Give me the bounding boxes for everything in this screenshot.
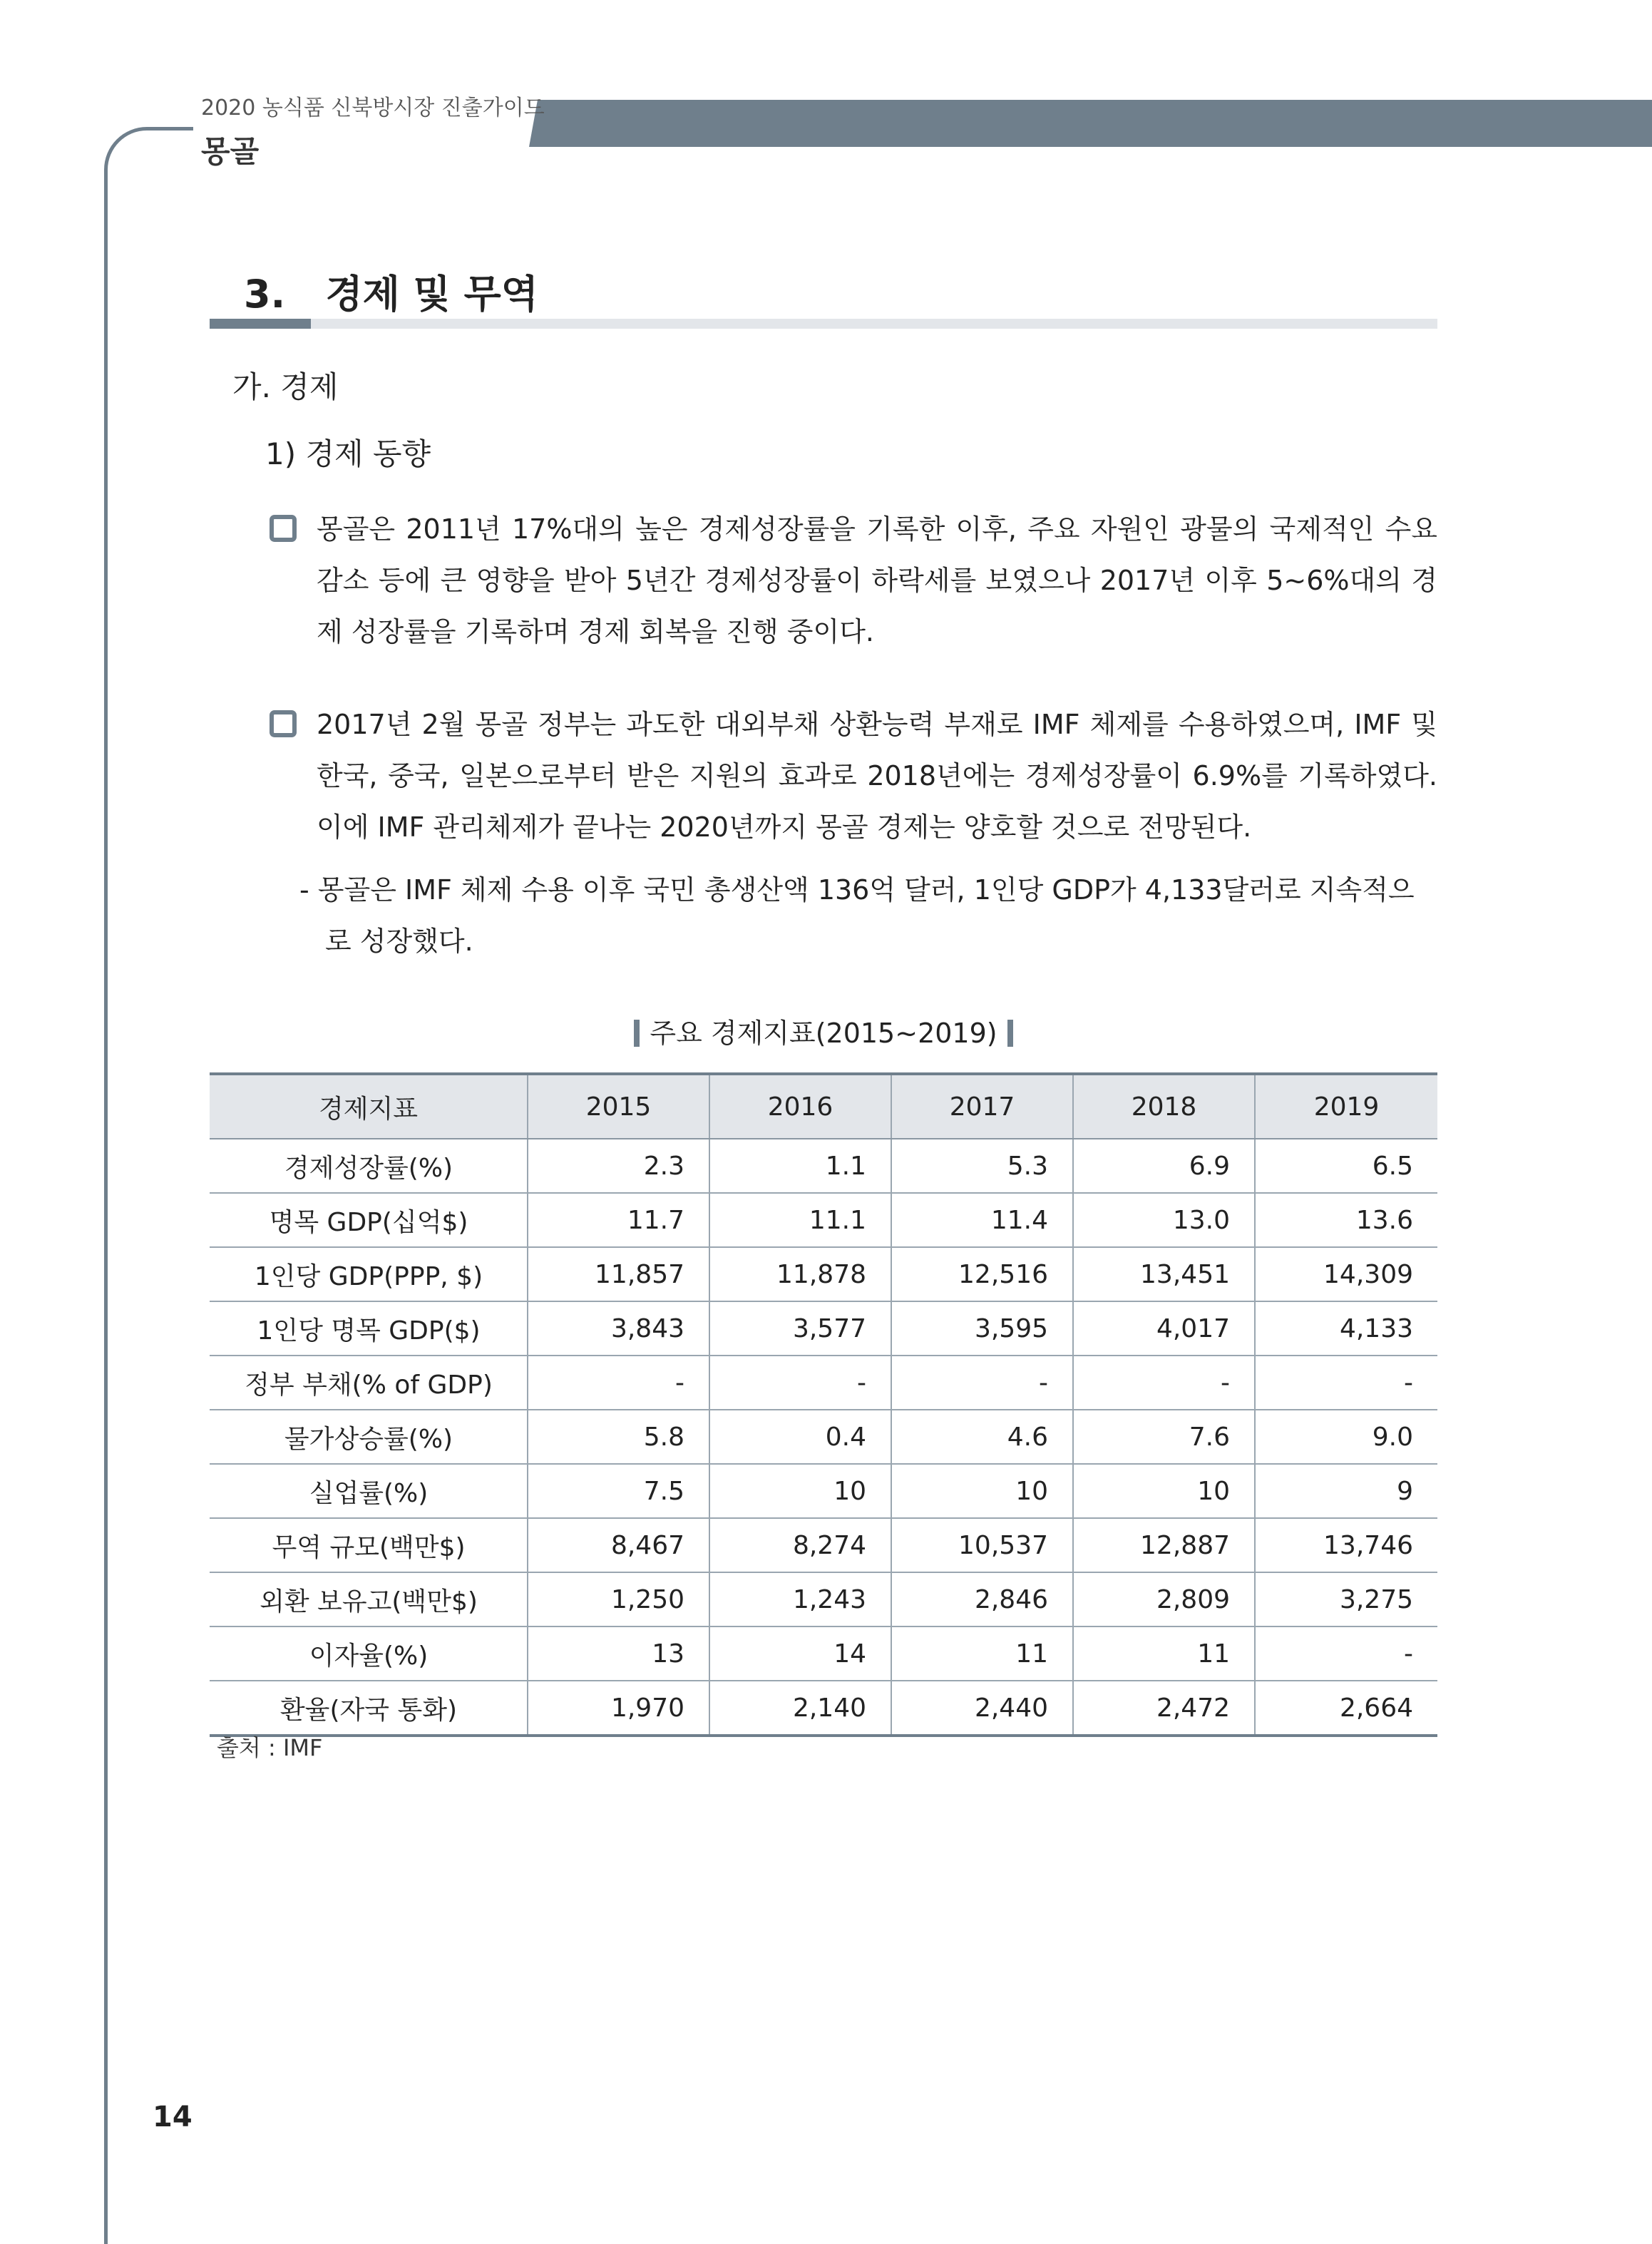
table-cell: 9.0 bbox=[1255, 1410, 1437, 1464]
table-cell: 3,577 bbox=[709, 1301, 891, 1356]
table-source: 출처 : IMF bbox=[217, 1734, 323, 1761]
row-label: 1인당 GDP(PPP, $) bbox=[210, 1247, 528, 1301]
table-cell: 12,516 bbox=[891, 1247, 1073, 1301]
table-header-row bbox=[210, 1074, 1437, 1139]
table-cell: 14,309 bbox=[1255, 1247, 1437, 1301]
page-frame-line bbox=[104, 127, 193, 2244]
section-title: 3. 경제 및 무역 bbox=[244, 272, 538, 317]
guide-title: 2020 농식품 신북방시장 진출가이드 bbox=[201, 96, 545, 121]
table-cell: 6.5 bbox=[1255, 1139, 1437, 1193]
table-cell: 2,846 bbox=[891, 1572, 1073, 1626]
table-cell: 13 bbox=[528, 1626, 709, 1681]
subsection-title: 가. 경제 bbox=[232, 369, 339, 404]
table-cell: 4,133 bbox=[1255, 1301, 1437, 1356]
page-number: 14 bbox=[153, 2101, 193, 2133]
table-cell: - bbox=[528, 1356, 709, 1410]
table-caption-text: 주요 경제지표(2015~2019) bbox=[650, 1018, 997, 1049]
header-cell: 2019 bbox=[1255, 1074, 1437, 1139]
table-cell: 6.9 bbox=[1073, 1139, 1255, 1193]
table-cell: 10 bbox=[709, 1464, 891, 1518]
table-cell: 13.6 bbox=[1255, 1193, 1437, 1247]
table-cell: 13,746 bbox=[1255, 1518, 1437, 1572]
table-row bbox=[210, 1681, 1437, 1736]
row-label: 외환 보유고(백만$) bbox=[210, 1572, 528, 1626]
table-cell: 7.6 bbox=[1073, 1410, 1255, 1464]
table-cell: 11.7 bbox=[528, 1193, 709, 1247]
table-cell: 1,970 bbox=[528, 1681, 709, 1736]
row-label: 경제성장률(%) bbox=[210, 1139, 528, 1193]
row-label: 무역 규모(백만$) bbox=[210, 1518, 528, 1572]
table-cell: 3,843 bbox=[528, 1301, 709, 1356]
table-cell: 13.0 bbox=[1073, 1193, 1255, 1247]
table-cell: 3,595 bbox=[891, 1301, 1073, 1356]
header-bar bbox=[529, 100, 1652, 147]
header-cell: 2017 bbox=[891, 1074, 1073, 1139]
table-cell: 8,274 bbox=[709, 1518, 891, 1572]
table-cell: 0.4 bbox=[709, 1410, 891, 1464]
table-row bbox=[210, 1139, 1437, 1193]
dash-item: - 몽골은 IMF 체제 수용 이후 국민 총생산액 136억 달러, 1인당 GDP가 4,133달러로 지속적으로 성장했다. bbox=[299, 874, 1415, 957]
row-label: 정부 부채(% of GDP) bbox=[210, 1356, 528, 1410]
square-bullet-icon bbox=[270, 710, 297, 737]
table-row bbox=[210, 1301, 1437, 1356]
table-cell: 1,243 bbox=[709, 1572, 891, 1626]
paragraph-1: 몽골은 2011년 17%대의 높은 경제성장률을 기록한 이후, 주요 자원인 광물의 국제적인 수요 감소 등에 큰 영향을 받아 5년간 경제성장률이 하락세를 보였으나 2017년 이후 5~6%대의 경제 성장률을 기록하며 경제 회복을 진행 중이다. bbox=[317, 513, 1437, 647]
table-cell: 2,472 bbox=[1073, 1681, 1255, 1736]
table-cell: 2,440 bbox=[891, 1681, 1073, 1736]
table-cell: 9 bbox=[1255, 1464, 1437, 1518]
table-cell: 2,809 bbox=[1073, 1572, 1255, 1626]
table-cell: - bbox=[891, 1356, 1073, 1410]
table-row bbox=[210, 1518, 1437, 1572]
table-cell: 14 bbox=[709, 1626, 891, 1681]
table-cell: 2.3 bbox=[528, 1139, 709, 1193]
table-row bbox=[210, 1193, 1437, 1247]
section-rule bbox=[210, 319, 1437, 329]
caption-mark-icon bbox=[1007, 1020, 1013, 1047]
table-cell: 10,537 bbox=[891, 1518, 1073, 1572]
table-cell: - bbox=[1255, 1626, 1437, 1681]
table-cell: 11.1 bbox=[709, 1193, 891, 1247]
header-cell: 2015 bbox=[528, 1074, 709, 1139]
table-row bbox=[210, 1572, 1437, 1626]
row-label: 1인당 명목 GDP($) bbox=[210, 1301, 528, 1356]
header-cell: 경제지표 bbox=[210, 1074, 528, 1139]
table-cell: 11.4 bbox=[891, 1193, 1073, 1247]
country-name: 몽골 bbox=[201, 134, 260, 169]
table-row bbox=[210, 1356, 1437, 1410]
table-cell: 11,857 bbox=[528, 1247, 709, 1301]
table-cell: 11,878 bbox=[709, 1247, 891, 1301]
table-cell: 4.6 bbox=[891, 1410, 1073, 1464]
header-cell: 2018 bbox=[1073, 1074, 1255, 1139]
table-cell: 5.3 bbox=[891, 1139, 1073, 1193]
table-cell: 10 bbox=[1073, 1464, 1255, 1518]
table-row bbox=[210, 1410, 1437, 1464]
table-row bbox=[210, 1626, 1437, 1681]
table-cell: 5.8 bbox=[528, 1410, 709, 1464]
table-cell: - bbox=[1073, 1356, 1255, 1410]
table-cell: 11 bbox=[891, 1626, 1073, 1681]
caption-mark-icon bbox=[634, 1020, 640, 1047]
table-cell: - bbox=[1255, 1356, 1437, 1410]
table-cell: 11 bbox=[1073, 1626, 1255, 1681]
table-cell: 3,275 bbox=[1255, 1572, 1437, 1626]
table-cell: 13,451 bbox=[1073, 1247, 1255, 1301]
table-caption bbox=[210, 1011, 1437, 1050]
row-label: 물가상승률(%) bbox=[210, 1410, 528, 1464]
table-cell: 1.1 bbox=[709, 1139, 891, 1193]
subsubsection-title: 1) 경제 동향 bbox=[265, 436, 431, 471]
table-cell: 2,140 bbox=[709, 1681, 891, 1736]
row-label: 환율(자국 통화) bbox=[210, 1681, 528, 1736]
table-cell: 8,467 bbox=[528, 1518, 709, 1572]
row-label: 실업률(%) bbox=[210, 1464, 528, 1518]
table-cell: 2,664 bbox=[1255, 1681, 1437, 1736]
table-cell: 4,017 bbox=[1073, 1301, 1255, 1356]
section-rule-accent bbox=[210, 319, 311, 329]
header-cell: 2016 bbox=[709, 1074, 891, 1139]
row-label: 이자율(%) bbox=[210, 1626, 528, 1681]
economic-indicators-table bbox=[210, 1072, 1437, 1737]
square-bullet-icon bbox=[270, 515, 297, 542]
table-row bbox=[210, 1247, 1437, 1301]
table-cell: 10 bbox=[891, 1464, 1073, 1518]
table-cell: 1,250 bbox=[528, 1572, 709, 1626]
table-cell: 12,887 bbox=[1073, 1518, 1255, 1572]
paragraph-2: 2017년 2월 몽골 정부는 과도한 대외부채 상환능력 부재로 IMF 체제를 수용하였으며, IMF 및 한국, 중국, 일본으로부터 받은 지원의 효과로 2018년에는 경제성장률이 6.9%를 기록하였다. 이에 IMF 관리체제가 끝나는 2020년까지 몽골 경제는 양호할 것으로 전망된다. bbox=[317, 709, 1437, 843]
table-row bbox=[210, 1464, 1437, 1518]
table-cell: 7.5 bbox=[528, 1464, 709, 1518]
row-label: 명목 GDP(십억$) bbox=[210, 1193, 528, 1247]
table-cell: - bbox=[709, 1356, 891, 1410]
